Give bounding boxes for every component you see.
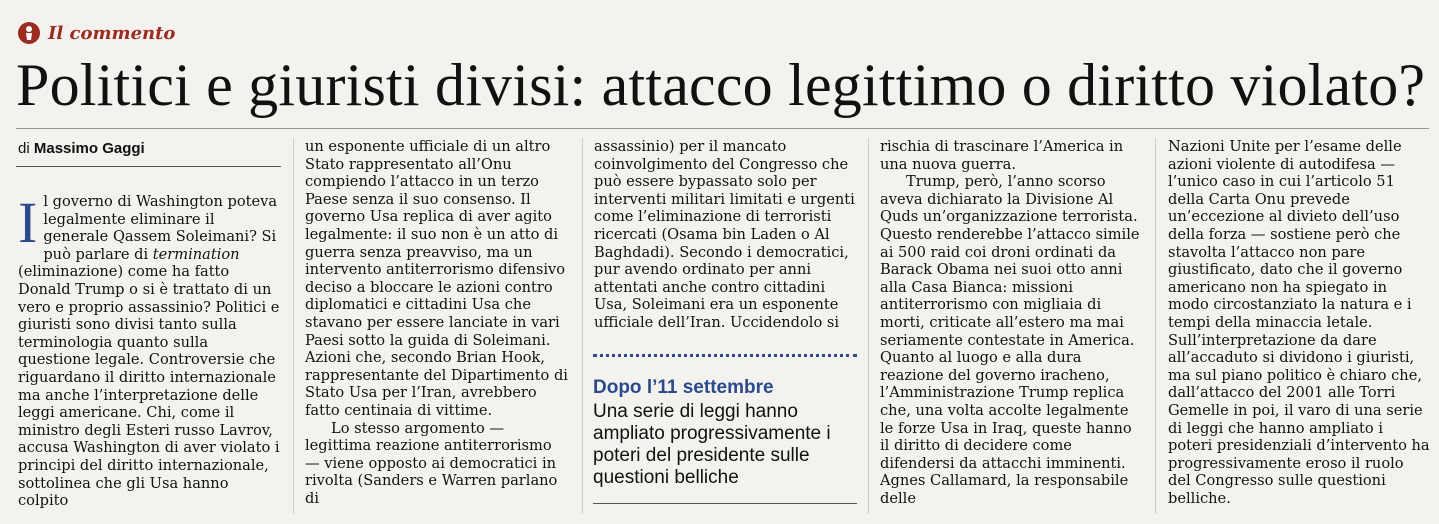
byline-author: Massimo Gaggi: [33, 140, 145, 157]
callout-body: Una serie di leggi hanno ampliato progressivamente i poteri del presidente sulle questioni belliche: [593, 401, 831, 488]
byline: [18, 140, 145, 157]
callout-box: [593, 354, 857, 489]
article-column-4: [880, 138, 1142, 507]
info-icon: [18, 22, 40, 44]
headline: Politici e giuristi divisi: attacco legittimo o diritto violato?: [16, 52, 1426, 118]
paragraph: Trump, però, l’anno scorso aveva dichiarato la Divisione Al Quds un’organizzazione terrorista. Questo renderebbe l’attacco simile ai 500 raid coi droni ordinati da Barack Obama nei suoi otto anni alla Casa Bianca: missioni antiterrorismo con migliaia di morti, criticate all’estero ma mai seriamente contestate in America. Quanto al luogo e alla dura reazione del governo iracheno, l’Amministrazione Trump replica che, una volta accolte legalmente le forze Usa in Iraq, queste hanno il diritto di decidere come difendersi da attacchi imminenti. Agnes Callamard, la responsabile delle: [880, 173, 1140, 507]
article-column-2: [305, 138, 570, 507]
column-divider: [293, 138, 294, 514]
term-italic: termination: [152, 245, 240, 263]
kicker: [18, 22, 175, 44]
article-column-1: [18, 190, 280, 510]
article-column-5: [1168, 138, 1430, 507]
paragraph: Lo stesso argomento — legittima reazione antiterrorismo — viene opposto ai democratici in rivolta (Sanders e Warren parlano di: [305, 419, 558, 507]
text: l governo di Washington poteva legalmente eliminare il generale Qassem Soleimani? Si può parlare di: [43, 193, 278, 263]
paragraph: rischia di trascinare l’America in una nuova guerra.: [880, 138, 1124, 173]
paragraph: assassinio) per il mancato coinvolgimento del Congresso che può essere bypassato solo per interventi militari limitati e urgenti come l’eliminazione di terroristi ricercati (Osama bin Laden o Al Baghdadi). Secondo i democratici, pur avendo ordinato per anni attentati anche contro cittadini Usa, Soleimani era un esponente ufficiale dell’Iran. Uccidendolo si: [594, 138, 855, 331]
column-divider: [582, 138, 583, 514]
callout-divider: [593, 503, 857, 504]
drop-cap: I: [18, 190, 38, 255]
paragraph: [18, 190, 280, 510]
text: (eliminazione) come ha fatto Donald Trump o si è trattato di un vero e proprio assassinio? Politici e giuristi sono divisi tanto sulla terminologia quanto sulla questione legale. Controversie che riguardano il diritto internazionale ma anche l’interpretazione delle leggi americane. Chi, come il ministro degli Esteri russo Lavrov, accusa Washington di aver violato i principi del diritto internazionale, sottolinea che gli Usa hanno colpito: [18, 263, 280, 510]
column-divider: [868, 138, 869, 514]
article-column-3: [594, 138, 856, 332]
column-divider: [1155, 138, 1156, 514]
paragraph: un esponente ufficiale di un altro Stato rappresentato all’Onu compiendo l’attacco in un terzo Paese senza il suo consenso. Il governo Usa replica di aver agito legalmente: il suo non è un atto di guerra senza preavviso, ma un intervento antiterrorismo difensivo deciso a bloccare le azioni contro diplomatici e cittadini Usa che stavano per essere lanciate in vari Paesi sotto la guida di Soleimani. Azioni che, secondo Brian Hook, rappresentante del Dipartimento di Stato Usa per l’Iran, avrebbero fatto centinaia di vittime.: [305, 138, 568, 419]
kicker-label: Il commento: [48, 22, 176, 44]
byline-prefix: di: [18, 140, 30, 157]
paragraph: Nazioni Unite per l’esame delle azioni violente di autodifesa — l’unico caso in cui l’articolo 51 della Carta Onu prevede un’eccezione al divieto dell’uso della forza — sostiene però che stavolta l’attacco non pare giustificato, dato che il governo americano non ha spiegato in modo circostanziato la natura e i tempi della minaccia letale. Sull’interpretazione da dare all’accaduto si dividono i giuristi, ma sul piano politico è chiaro che, dall’attacco del 2001 alle Torri Gemelle in poi, il varo di una serie di leggi che hanno ampliato i poteri presidenziali d’intervento ha progressivamente eroso il ruolo del Congresso sulle questioni belliche.: [1168, 138, 1430, 507]
byline-divider: [16, 166, 281, 167]
callout-title: Dopo l’11 settembre: [593, 377, 774, 398]
divider: [16, 128, 1429, 129]
